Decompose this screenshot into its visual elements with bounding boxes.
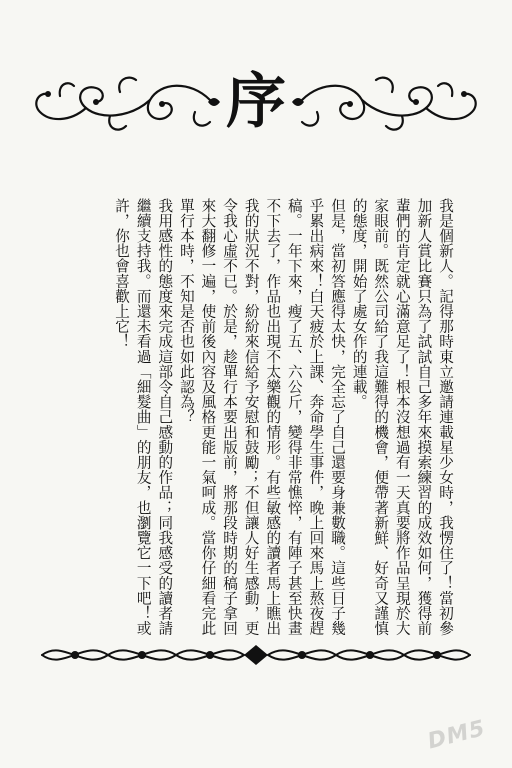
footer-ornament bbox=[34, 637, 478, 673]
watermark-logo bbox=[425, 712, 508, 755]
paragraph-2: 但是，當初答應得太快，完全忘了自己還要身兼數職。這些日子幾乎累出病來！白天疲於上課、奔命學生事件，晚上回來馬上熬夜趕稿。一年下來，瘦了五、六公斤，變得非常憔悴，有陣子甚至快畫不下去了，作品也出現不太樂觀的情形。有些敏感的讀者馬上瞧出我的狀況不對，紛紛來信給予安慰和鼓勵；不但讓人好生感動，更令我心虛不已。於是，趁單行本要出版前，將那段時期的稿子拿回來大翻修一遍，使前後內容及風格更能一氣呵成。當你仔細看完此單行本時，不知是否也如此認為？ bbox=[177, 198, 347, 636]
page-title: 序 bbox=[226, 67, 286, 137]
paragraph-3: 我用感性的態度來完成這部令自己感動的作品；同我感受的讀者請繼續支持我。而還未看過「細髮曲」的朋友，也瀏覽它一下吧！或許，你也會喜歡上它！ bbox=[113, 198, 174, 636]
paragraph-1: 我是個新人。記得那時東立邀請連載星少女時，我愣住了！當初參加新人賞比賽只為了試試自己多年來摸索練習的成效如何，獲得前輩們的肯定就心滿意足了！根本沒想過有一天真要將作品呈現於大家眼前。既然公司給了我這難得的機會，便帶著新鮮、好奇又謹慎的態度，開始了處女作的連載。 bbox=[350, 198, 454, 636]
watermark-text: DM5 bbox=[425, 716, 489, 755]
preface-body bbox=[58, 168, 456, 638]
